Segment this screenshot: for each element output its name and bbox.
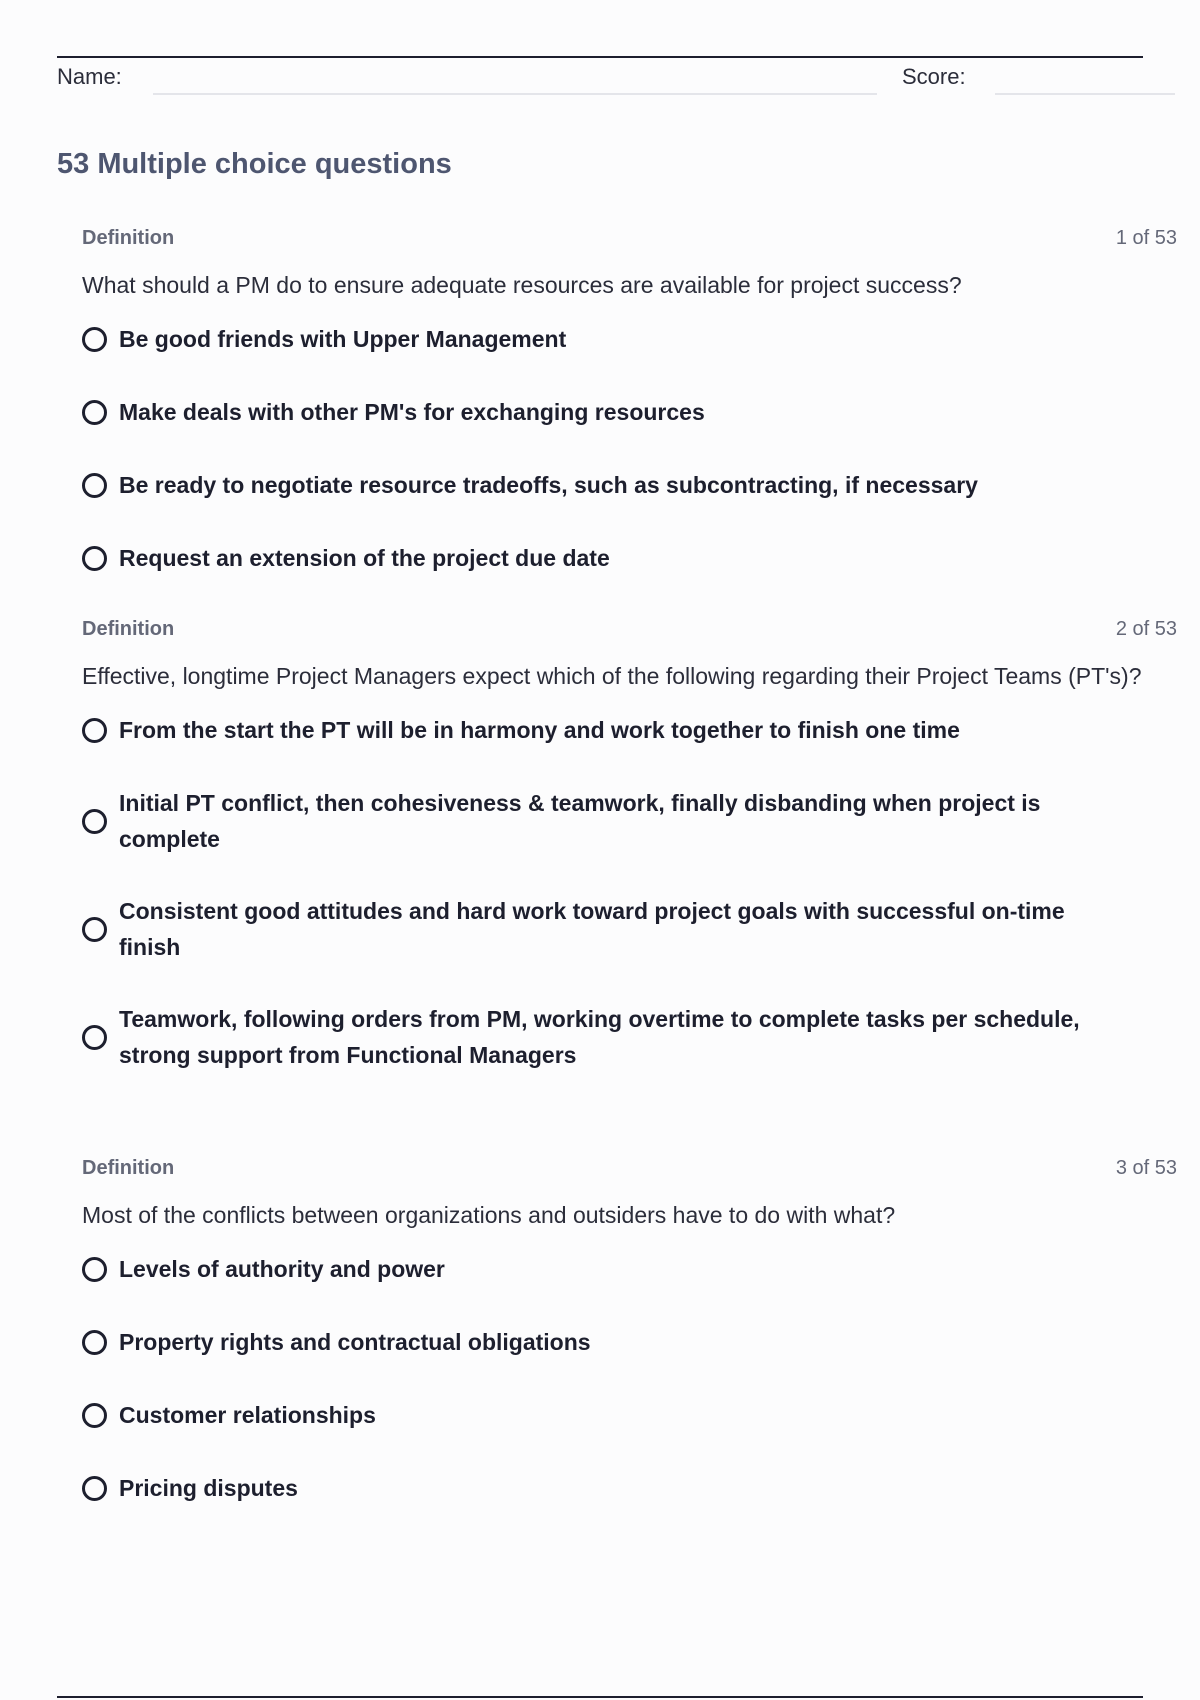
name-field[interactable] [153, 93, 877, 95]
question-meta [82, 618, 1177, 644]
answer-label: Pricing disputes [119, 1475, 298, 1501]
radio-button-icon[interactable] [82, 1025, 107, 1050]
question-meta [82, 1157, 1177, 1183]
answer-options [82, 712, 1177, 1073]
radio-button-icon[interactable] [82, 546, 107, 571]
question-2 [82, 618, 1177, 1109]
name-label: Name: [57, 64, 122, 89]
radio-button-icon[interactable] [82, 718, 107, 743]
top-divider [57, 56, 1143, 58]
bottom-divider [57, 1696, 1143, 1698]
answer-label: Levels of authority and power [119, 1256, 445, 1282]
radio-button-icon[interactable] [82, 1330, 107, 1355]
answer-option-c[interactable] [82, 893, 1177, 965]
question-counter: 3 of 53 [1115, 1157, 1177, 1179]
question-type: Definition [82, 227, 175, 249]
answer-option-c[interactable] [82, 1397, 1177, 1433]
answer-option-a[interactable] [82, 321, 1177, 357]
answer-label: Teamwork, following orders from PM, working overtime to complete tasks per schedule, strong support from Functional Managers [119, 1006, 1080, 1068]
answer-option-a[interactable] [82, 1251, 1177, 1287]
question-meta [82, 227, 1177, 253]
question-type: Definition [82, 1157, 175, 1179]
radio-button-icon[interactable] [82, 473, 107, 498]
section-title: 53 Multiple choice questions [57, 148, 452, 180]
answer-option-b[interactable] [82, 785, 1177, 857]
answer-option-b[interactable] [82, 1324, 1177, 1360]
question-1 [82, 227, 1177, 613]
answer-label: Be ready to negotiate resource tradeoffs, such as subcontracting, if necessary [119, 472, 978, 498]
answer-option-d[interactable] [82, 1470, 1177, 1506]
question-prompt: Effective, longtime Project Managers expect which of the following regarding their Project Teams (PT's)? [82, 663, 1142, 689]
question-3 [82, 1157, 1177, 1543]
answer-option-a[interactable] [82, 712, 1177, 748]
radio-button-icon[interactable] [82, 1257, 107, 1282]
question-counter: 1 of 53 [1115, 227, 1177, 249]
answer-option-b[interactable] [82, 394, 1177, 430]
answer-label: Customer relationships [119, 1402, 376, 1428]
radio-button-icon[interactable] [82, 327, 107, 352]
answer-option-d[interactable] [82, 1001, 1177, 1073]
question-counter: 2 of 53 [1115, 618, 1177, 640]
radio-button-icon[interactable] [82, 1403, 107, 1428]
answer-options [82, 321, 1177, 576]
question-prompt: Most of the conflicts between organizations and outsiders have to do with what? [82, 1202, 896, 1228]
answer-option-c[interactable] [82, 467, 1177, 503]
radio-button-icon[interactable] [82, 917, 107, 942]
question-type: Definition [82, 618, 175, 640]
answer-label: Property rights and contractual obligations [119, 1329, 591, 1355]
answer-label: Initial PT conflict, then cohesiveness & teamwork, finally disbanding when project is complete [119, 790, 1041, 852]
radio-button-icon[interactable] [82, 400, 107, 425]
radio-button-icon[interactable] [82, 809, 107, 834]
header-row [57, 62, 1177, 102]
answer-options [82, 1251, 1177, 1506]
answer-label: Be good friends with Upper Management [119, 326, 567, 352]
radio-button-icon[interactable] [82, 1476, 107, 1501]
answer-label: From the start the PT will be in harmony and work together to finish one time [119, 717, 960, 743]
answer-label: Request an extension of the project due date [119, 545, 610, 571]
answer-label: Consistent good attitudes and hard work toward project goals with successful on-time finish [119, 898, 1065, 960]
answer-option-d[interactable] [82, 540, 1177, 576]
score-field[interactable] [995, 93, 1175, 95]
answer-label: Make deals with other PM's for exchanging resources [119, 399, 705, 425]
question-prompt: What should a PM do to ensure adequate resources are available for project success? [82, 272, 962, 298]
score-label: Score: [902, 64, 966, 89]
